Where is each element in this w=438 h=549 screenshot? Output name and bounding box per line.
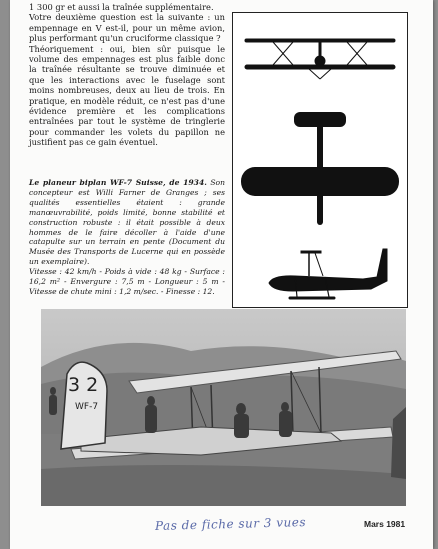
caption-text: Son concepteur est Willi Farner de Granges ; ses qualités essentielles étaient : grande manœuvrabilité, poids limité, bonne stabilité et construction robuste : il était possible à deux hommes de le faire décoller à l'aide d'une catapulte sur un terrain en pente (Document du Musée des Transports de Lucerne qui en possède un exemplaire). Vitesse : 42 km/h - Poids à vide : 48 kg - Surface : 16,2 m² - Envergure : 7,5 m - Longueur : 5 m - Vitesse de chute mini : 1,2 m/sec. - Finesse : 12. [29, 178, 225, 296]
tail-number: 3 2 [68, 374, 99, 396]
caption-title: Le planeur biplan WF-7 Suisse, de 1934. [29, 178, 207, 187]
top-view-drawing [241, 112, 399, 225]
tail-code: WF-7 [75, 402, 99, 412]
handwritten-note: Pas de fiche sur 3 vues [154, 515, 307, 533]
glider-photo-svg [41, 309, 406, 506]
photo-caption [29, 178, 225, 297]
front-view-drawing [245, 39, 395, 79]
three-view-drawing [232, 12, 408, 308]
three-view-svg [233, 13, 407, 307]
issue-date: Mars 1981 [364, 519, 406, 529]
magazine-page [10, 0, 433, 549]
side-view-drawing [269, 249, 387, 299]
article-body-text: 1 300 gr et aussi la traînée supplémentaire. Votre deuxième question est la suivante : un empennage en V est-il, pour un même avion, plus performant qu'un cruciforme classique ? Théoriquement : oui, bien sûr puisque le volume des empennages est plus faible donc la traînée résultante se trouve diminuée et que les interactions avec le fuselage sont moins nombreuses, deux au lieu de trois. En pratique, en modèle réduit, ce n'est pas d'une évidence première et les complications entraînées par tout le système de tringlerie pour commander les volets du papillon ne justifient pas ce gain éventuel. [29, 2, 225, 148]
glider-photo [41, 309, 406, 506]
